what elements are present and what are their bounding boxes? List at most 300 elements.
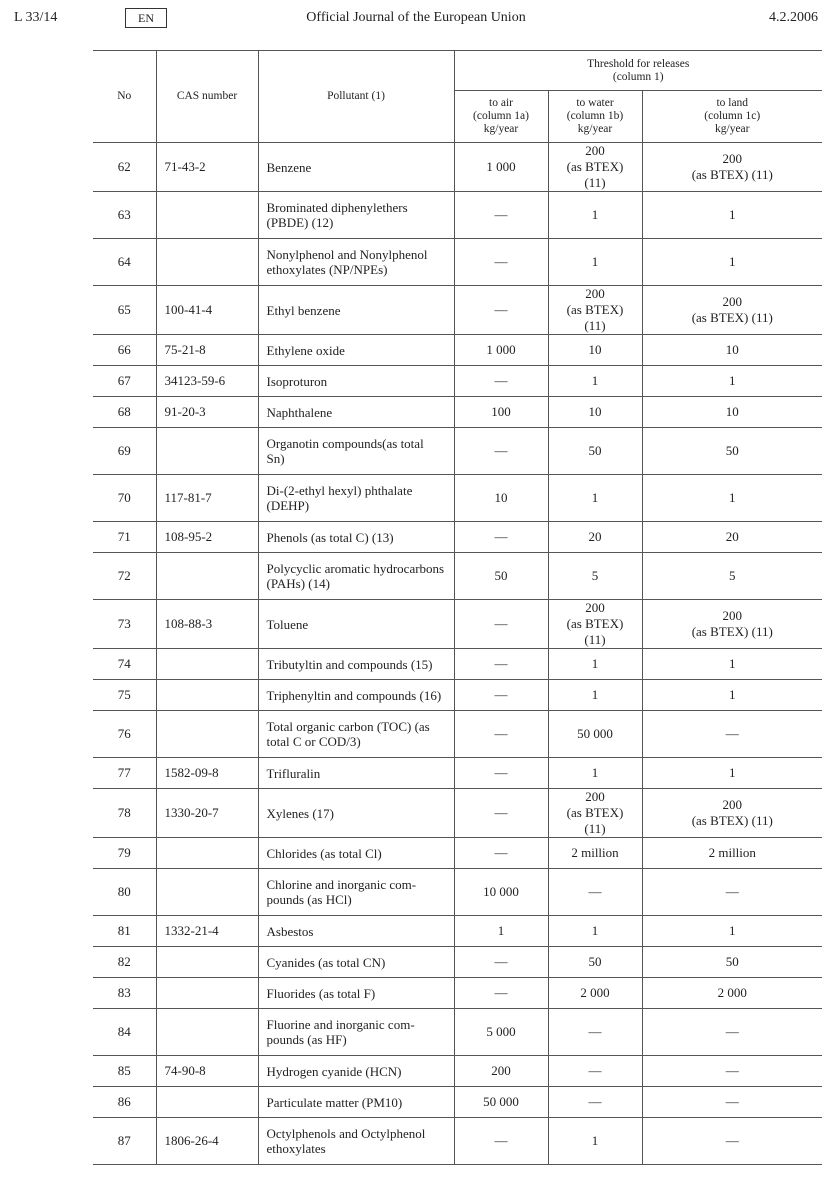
threshold-water [548, 428, 642, 475]
threshold-water [548, 711, 642, 758]
threshold-water [548, 838, 642, 869]
threshold-land-line: — [725, 726, 739, 741]
threshold-land [642, 789, 822, 838]
pollutant-name-line: Xylenes (17) [266, 805, 335, 821]
table-row [93, 1087, 822, 1118]
row-number: 65 [93, 286, 156, 335]
threshold-air-line: — [494, 254, 508, 269]
cas-number [156, 1009, 258, 1056]
pollutant-name-line: Total organic carbon (TOC) (as [266, 719, 430, 734]
threshold-land-line: 1 [729, 687, 736, 702]
threshold-land-line: 1 [729, 254, 736, 269]
cas-number: 100-41-4 [156, 286, 258, 335]
table-row [93, 335, 822, 366]
pollutant-name-line: Phenols (as total C) (13) [266, 529, 394, 545]
page-header [14, 8, 818, 30]
threshold-air [454, 1009, 548, 1056]
pollutant-name-line: Octylphenols and Octylphenol [266, 1126, 426, 1141]
threshold-land-line: — [725, 884, 739, 899]
row-number: 82 [93, 947, 156, 978]
threshold-air-line: 1 000 [486, 342, 516, 357]
threshold-land [642, 1118, 822, 1165]
row-number: 81 [93, 916, 156, 947]
threshold-water [548, 397, 642, 428]
threshold-air-line: 200 [491, 1063, 511, 1078]
pollutant-name [258, 1118, 454, 1165]
threshold-water [548, 143, 642, 192]
row-number: 74 [93, 649, 156, 680]
threshold-land-line: 200 [722, 151, 742, 166]
threshold-land-line: 5 [729, 568, 736, 583]
threshold-air-line: 10 000 [483, 884, 519, 899]
pollutant-name [258, 916, 454, 947]
table-row [93, 711, 822, 758]
threshold-air-line: — [494, 207, 508, 222]
threshold-water-line: (as BTEX) (11) [566, 302, 624, 333]
cas-number [156, 869, 258, 916]
row-number: 78 [93, 789, 156, 838]
table-row [93, 600, 822, 649]
header-to-air: to air (column 1a) kg/year [454, 91, 548, 143]
pollutant-name [258, 1009, 454, 1056]
threshold-land-line: 1 [729, 656, 736, 671]
cas-number [156, 978, 258, 1009]
threshold-air [454, 838, 548, 869]
header-cas-number: CAS number [156, 51, 258, 143]
threshold-water [548, 1009, 642, 1056]
threshold-water-line: 200 [585, 286, 605, 301]
threshold-land [642, 978, 822, 1009]
pollutant-name [258, 366, 454, 397]
threshold-land-line: (as BTEX) (11) [691, 624, 773, 639]
threshold-air-line: 100 [491, 404, 511, 419]
threshold-water-line: 1 [591, 207, 599, 222]
pollutant-name [258, 143, 454, 192]
header-to-land: to land (column 1c) kg/year [642, 91, 822, 143]
threshold-air [454, 680, 548, 711]
threshold-water [548, 522, 642, 553]
pollutant-name [258, 978, 454, 1009]
pollutant-name-line: Di-(2-ethyl hexyl) phthalate [266, 483, 413, 498]
threshold-water [548, 1087, 642, 1118]
threshold-air [454, 789, 548, 838]
threshold-air [454, 916, 548, 947]
row-number: 86 [93, 1087, 156, 1118]
pollutant-name-line: Chlorine and inorganic com- [266, 877, 417, 892]
threshold-water-line: 1 [591, 373, 599, 388]
threshold-land-line: 10 [725, 404, 739, 419]
threshold-land-line: 50 [725, 954, 739, 969]
threshold-air-line: — [494, 805, 508, 820]
threshold-land [642, 366, 822, 397]
threshold-land-line: 1 [729, 373, 736, 388]
threshold-water [548, 600, 642, 649]
pollutant-name-line: Isoproturon [266, 373, 328, 389]
threshold-land-line: 200 [722, 608, 742, 623]
pollutant-name [258, 397, 454, 428]
row-number: 64 [93, 239, 156, 286]
threshold-land [642, 680, 822, 711]
cas-number [156, 192, 258, 239]
pollutant-name-line: Fluorine and inorganic com- [266, 1017, 415, 1032]
threshold-water [548, 869, 642, 916]
pollutant-name-line: ethoxylates (NP/NPEs) [266, 262, 388, 277]
threshold-water [548, 1118, 642, 1165]
row-number: 66 [93, 335, 156, 366]
threshold-land-line: 1 [729, 923, 736, 938]
table-row [93, 553, 822, 600]
threshold-land [642, 711, 822, 758]
threshold-air [454, 522, 548, 553]
pollutant-name-line: Asbestos [266, 923, 314, 939]
threshold-water [548, 1056, 642, 1087]
pollutant-name-line: Sn) [266, 451, 285, 466]
cas-number: 75-21-8 [156, 335, 258, 366]
cas-number [156, 947, 258, 978]
pollutant-name-line: pounds (as HCl) [266, 892, 352, 907]
table-body [93, 143, 822, 1165]
cas-number: 108-95-2 [156, 522, 258, 553]
table-row [93, 286, 822, 335]
row-number: 87 [93, 1118, 156, 1165]
header-to-water: to water (column 1b) kg/year [548, 91, 642, 143]
threshold-water-line: 50 [588, 954, 602, 969]
table-row [93, 1056, 822, 1087]
threshold-air-line: — [494, 765, 508, 780]
threshold-land-line: 50 [725, 443, 739, 458]
threshold-water-line: — [588, 884, 602, 899]
threshold-water-line: 20 [588, 529, 602, 544]
threshold-air-line: — [494, 656, 508, 671]
pollutant-name-line: Benzene [266, 159, 312, 175]
pollutant-name-line: (PBDE) (12) [266, 215, 334, 230]
threshold-water [548, 475, 642, 522]
threshold-air [454, 192, 548, 239]
pollutant-name [258, 758, 454, 789]
cas-number: 71-43-2 [156, 143, 258, 192]
threshold-land-line: 20 [725, 529, 739, 544]
table-row [93, 1009, 822, 1056]
row-number: 63 [93, 192, 156, 239]
cas-number: 74-90-8 [156, 1056, 258, 1087]
threshold-water-line: 200 [585, 789, 605, 804]
pollutant-name [258, 680, 454, 711]
cas-number [156, 1087, 258, 1118]
threshold-land [642, 428, 822, 475]
threshold-air-line: 5 000 [486, 1024, 516, 1039]
threshold-air [454, 335, 548, 366]
row-number: 67 [93, 366, 156, 397]
header-no: No [93, 51, 156, 143]
pollutant-name-line: Brominated diphenylethers [266, 200, 408, 215]
threshold-land [642, 947, 822, 978]
pollutant-name [258, 192, 454, 239]
pollutant-name-line: Nonylphenol and Nonylphenol [266, 247, 428, 262]
threshold-water [548, 680, 642, 711]
row-number: 62 [93, 143, 156, 192]
pollutant-name [258, 600, 454, 649]
threshold-water [548, 366, 642, 397]
threshold-air-line: — [494, 616, 508, 631]
threshold-air-line: 50 000 [483, 1094, 519, 1109]
threshold-water-line: 1 [591, 656, 599, 671]
pollutant-name-line: Particulate matter (PM10) [266, 1094, 403, 1110]
threshold-air-line: — [494, 845, 508, 860]
threshold-land [642, 649, 822, 680]
threshold-water-line: 10 [588, 342, 602, 357]
threshold-land [642, 916, 822, 947]
threshold-water [548, 335, 642, 366]
header-threshold-title: Threshold for releases [587, 57, 690, 70]
threshold-water-line: 2 000 [580, 985, 610, 1000]
threshold-air-line: — [494, 443, 508, 458]
pollutant-name [258, 711, 454, 758]
threshold-land [642, 522, 822, 553]
threshold-land-line: 200 [722, 294, 742, 309]
publication-date: 4.2.2006 [769, 10, 818, 25]
threshold-air [454, 1087, 548, 1118]
header-threshold-sub: (column 1) [612, 70, 664, 83]
table-row [93, 916, 822, 947]
threshold-water-line: 200 [585, 600, 605, 615]
pollutant-name-line: total C or COD/3) [266, 734, 361, 749]
pollutant-name-line: Toluene [266, 616, 309, 632]
cas-number [156, 239, 258, 286]
table-row [93, 789, 822, 838]
row-number: 73 [93, 600, 156, 649]
threshold-air [454, 649, 548, 680]
threshold-land [642, 475, 822, 522]
threshold-land-line: 2 000 [717, 985, 747, 1000]
language-box: EN [125, 8, 167, 28]
cas-number: 1582-09-8 [156, 758, 258, 789]
page-reference: L 33/14 [14, 10, 58, 25]
table-row [93, 838, 822, 869]
threshold-water-line: (as BTEX) (11) [566, 159, 624, 190]
threshold-water-line: (as BTEX) (11) [566, 616, 624, 647]
table-row [93, 397, 822, 428]
threshold-land [642, 397, 822, 428]
row-number: 83 [93, 978, 156, 1009]
threshold-air-line: — [494, 687, 508, 702]
table-row [93, 366, 822, 397]
pollutant-name-line: Ethylene oxide [266, 342, 345, 358]
threshold-water-line: 50 [588, 443, 602, 458]
threshold-air-line: — [494, 985, 508, 1000]
table-row [93, 1118, 822, 1165]
threshold-water-line: (as BTEX) (11) [566, 805, 624, 836]
cas-number: 1332-21-4 [156, 916, 258, 947]
row-number: 70 [93, 475, 156, 522]
pollutant-name [258, 838, 454, 869]
threshold-land-line: 1 [729, 490, 736, 505]
cas-number [156, 649, 258, 680]
table-row [93, 475, 822, 522]
pollutant-name-line: Fluorides (as total F) [266, 985, 376, 1001]
cas-number: 34123-59-6 [156, 366, 258, 397]
cas-number: 1330-20-7 [156, 789, 258, 838]
pollutant-name [258, 789, 454, 838]
threshold-air-line: 50 [494, 568, 508, 583]
pollutant-name [258, 869, 454, 916]
pollutant-name [258, 286, 454, 335]
table-row [93, 192, 822, 239]
threshold-water-line: — [588, 1024, 602, 1039]
threshold-air-line: — [494, 726, 508, 741]
threshold-land [642, 553, 822, 600]
threshold-land [642, 143, 822, 192]
threshold-water [548, 916, 642, 947]
threshold-land [642, 192, 822, 239]
threshold-air [454, 758, 548, 789]
pollutant-name [258, 553, 454, 600]
threshold-air-line: — [494, 529, 508, 544]
threshold-air [454, 869, 548, 916]
threshold-air-line: — [494, 954, 508, 969]
threshold-water-line: 1 [591, 254, 599, 269]
journal-title: Official Journal of the European Union [306, 10, 526, 25]
pollutant-threshold-table [93, 50, 822, 1165]
threshold-air [454, 711, 548, 758]
threshold-air-line: — [494, 1133, 508, 1148]
row-number: 72 [93, 553, 156, 600]
pollutant-name [258, 239, 454, 286]
threshold-water-line: 1 [591, 687, 599, 702]
pollutant-name-line: Hydrogen cyanide (HCN) [266, 1063, 402, 1079]
threshold-air-line: 1 [497, 923, 505, 938]
pollutant-name-line: Naphthalene [266, 404, 333, 420]
cas-number: 117-81-7 [156, 475, 258, 522]
threshold-water-line: 2 million [571, 845, 619, 860]
threshold-air [454, 286, 548, 335]
threshold-air [454, 239, 548, 286]
row-number: 69 [93, 428, 156, 475]
threshold-land [642, 239, 822, 286]
threshold-water-line: 1 [591, 765, 599, 780]
row-number: 76 [93, 711, 156, 758]
threshold-land-line: — [725, 1024, 739, 1039]
threshold-air-line: 1 000 [486, 159, 516, 174]
table-row [93, 428, 822, 475]
pollutant-name-line: (PAHs) (14) [266, 576, 330, 591]
threshold-air [454, 1056, 548, 1087]
cas-number [156, 838, 258, 869]
pollutant-name [258, 649, 454, 680]
threshold-air [454, 947, 548, 978]
table-row [93, 758, 822, 789]
threshold-land-line: 2 million [708, 845, 756, 860]
pollutant-name [258, 475, 454, 522]
table-row [93, 680, 822, 711]
table-row [93, 649, 822, 680]
pollutant-name-line: Ethyl benzene [266, 302, 341, 318]
threshold-land [642, 286, 822, 335]
threshold-air [454, 397, 548, 428]
threshold-land-line: 10 [725, 342, 739, 357]
pollutant-name-line: Tributyltin and compounds (15) [266, 656, 433, 672]
threshold-air-line: — [494, 302, 508, 317]
threshold-land-line: — [725, 1094, 739, 1109]
threshold-water-line: 1 [591, 1133, 599, 1148]
pollutant-name-line: Chlorides (as total Cl) [266, 845, 382, 861]
table-row [93, 143, 822, 192]
pollutant-name [258, 335, 454, 366]
threshold-water-line: 1 [591, 923, 599, 938]
threshold-land-line: 1 [729, 765, 736, 780]
threshold-air [454, 1118, 548, 1165]
pollutant-name-line: pounds (as HF) [266, 1032, 347, 1047]
row-number: 77 [93, 758, 156, 789]
threshold-land-line: — [725, 1133, 739, 1148]
cas-number: 108-88-3 [156, 600, 258, 649]
threshold-air-line: — [494, 373, 508, 388]
threshold-air [454, 366, 548, 397]
pollutant-name-line: Polycyclic aromatic hydrocarbons [266, 561, 445, 576]
row-number: 71 [93, 522, 156, 553]
pollutant-name [258, 522, 454, 553]
threshold-water [548, 192, 642, 239]
header-pollutant: Pollutant (1) [258, 51, 454, 143]
threshold-air [454, 553, 548, 600]
row-number: 84 [93, 1009, 156, 1056]
threshold-air-line: 10 [494, 490, 508, 505]
row-number: 80 [93, 869, 156, 916]
threshold-water-line: — [588, 1094, 602, 1109]
threshold-land [642, 838, 822, 869]
pollutant-name [258, 1087, 454, 1118]
threshold-water [548, 286, 642, 335]
threshold-land-line: (as BTEX) (11) [691, 167, 773, 182]
table-row [93, 947, 822, 978]
cas-number [156, 711, 258, 758]
threshold-land [642, 335, 822, 366]
pollutant-name [258, 1056, 454, 1087]
threshold-land [642, 1056, 822, 1087]
table-row [93, 978, 822, 1009]
threshold-water [548, 553, 642, 600]
cas-number [156, 553, 258, 600]
threshold-water [548, 239, 642, 286]
threshold-land [642, 1087, 822, 1118]
table-row [93, 239, 822, 286]
threshold-land-line: (as BTEX) (11) [691, 310, 773, 325]
threshold-air [454, 978, 548, 1009]
threshold-water [548, 947, 642, 978]
pollutant-name-line: Triphenyltin and compounds (16) [266, 687, 442, 703]
table-row [93, 869, 822, 916]
threshold-air [454, 143, 548, 192]
pollutant-name-line: Organotin compounds(as total [266, 436, 424, 451]
row-number: 85 [93, 1056, 156, 1087]
threshold-water-line: 200 [585, 143, 605, 158]
threshold-water [548, 649, 642, 680]
row-number: 75 [93, 680, 156, 711]
row-number: 79 [93, 838, 156, 869]
pollutant-name [258, 947, 454, 978]
pollutant-name-line: Cyanides (as total CN) [266, 954, 386, 970]
threshold-land-line: 1 [729, 207, 736, 222]
threshold-water [548, 978, 642, 1009]
threshold-water [548, 758, 642, 789]
threshold-water-line: 1 [591, 490, 599, 505]
threshold-land [642, 600, 822, 649]
pollutant-name-line: (DEHP) [266, 498, 310, 513]
threshold-land [642, 1009, 822, 1056]
threshold-water [548, 789, 642, 838]
threshold-air [454, 475, 548, 522]
cas-number [156, 428, 258, 475]
threshold-air [454, 600, 548, 649]
